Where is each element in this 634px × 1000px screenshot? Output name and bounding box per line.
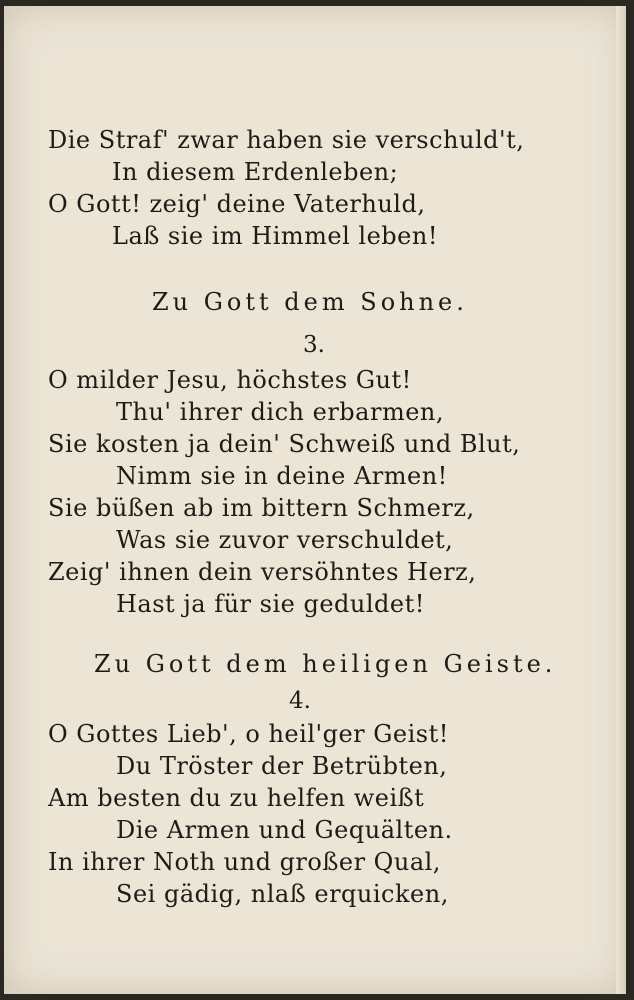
verse-number: 4. bbox=[289, 688, 311, 714]
verse-line: In diesem Erdenleben; bbox=[112, 158, 399, 186]
verse-line: Thu' ihrer dich erbarmen, bbox=[116, 398, 444, 426]
verse-line: Du Tröster der Betrübten, bbox=[116, 752, 448, 780]
verse-line: O Gottes Lieb', o heil'ger Geist! bbox=[48, 720, 449, 748]
verse-line: Die Straf' zwar haben sie verschuld't, bbox=[48, 126, 525, 154]
section-heading: Zu Gott dem Sohne. bbox=[152, 288, 468, 316]
page-edge-shadow bbox=[616, 6, 626, 994]
verse-line: O milder Jesu, höchstes Gut! bbox=[48, 366, 412, 394]
verse-line: Die Armen und Gequälten. bbox=[116, 816, 453, 844]
verse-number: 3. bbox=[303, 332, 325, 358]
book-page bbox=[4, 6, 626, 994]
verse-line: Hast ja für sie geduldet! bbox=[116, 590, 425, 618]
verse-line: Sie büßen ab im bittern Schmerz, bbox=[48, 494, 475, 522]
verse-line: In ihrer Noth und großer Qual, bbox=[48, 848, 441, 876]
section-heading: Zu Gott dem heiligen Geiste. bbox=[94, 650, 557, 678]
verse-line: Was sie zuvor verschuldet, bbox=[116, 526, 454, 554]
verse-line: Am besten du zu helfen weißt bbox=[48, 784, 425, 812]
verse-line: Zeig' ihnen dein versöhntes Herz, bbox=[48, 558, 477, 586]
verse-line: Nimm sie in deine Armen! bbox=[116, 462, 448, 490]
verse-line: O Gott! zeig' deine Vaterhuld, bbox=[48, 190, 426, 218]
verse-line: Laß sie im Himmel leben! bbox=[112, 222, 438, 250]
verse-line: Sie kosten ja dein' Schweiß und Blut, bbox=[48, 430, 521, 458]
verse-line: Sei gädig, nlaß erquicken, bbox=[116, 880, 449, 908]
